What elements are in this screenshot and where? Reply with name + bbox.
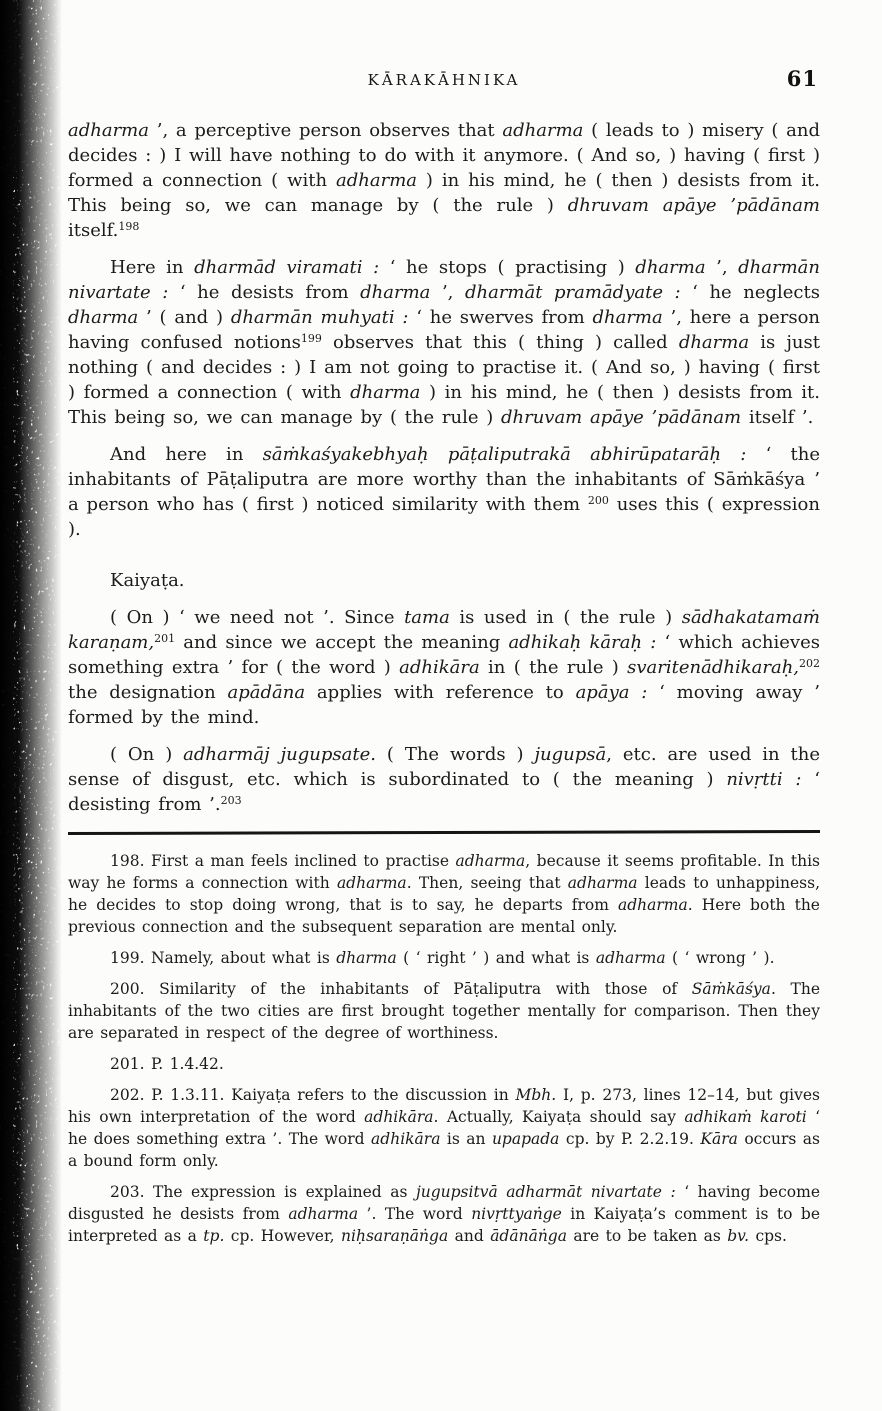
text-run: dharmāt pramādyate : bbox=[464, 282, 681, 303]
text-run: ‘ he neglects bbox=[680, 282, 820, 303]
text-run: upapada bbox=[491, 1130, 560, 1148]
text-run: ( leads to ) misery ( and decides : ) I will have nothing to do with it anymore. ( And so, ) having ( first ) formed a connection ( with bbox=[68, 120, 820, 191]
footnote-ref: 200 bbox=[587, 494, 609, 507]
footnote-separator bbox=[68, 830, 820, 835]
text-run: And here in bbox=[110, 444, 263, 465]
text-run: ’, a perceptive person observes that bbox=[148, 120, 503, 141]
text-run: adharma bbox=[502, 120, 584, 141]
text-run: cps. bbox=[749, 1227, 787, 1245]
paragraph bbox=[68, 605, 820, 730]
text-run: dharmān nivartate : bbox=[68, 257, 820, 303]
text-run: 200. Similarity of the inhabitants of Pāṭaliputra with those of bbox=[110, 980, 692, 998]
text-run: . The inhabitants of the two cities are first brought together mentally for comparison. Then they are separated in respect of the degree of worthiness. bbox=[68, 980, 820, 1042]
text-run: tp. bbox=[203, 1227, 225, 1245]
footnote-ref: 201 bbox=[154, 632, 176, 645]
paragraph bbox=[68, 442, 820, 542]
footnote-ref: 198 bbox=[118, 220, 140, 233]
text-run: niḥsaraṇāṅga bbox=[341, 1227, 449, 1245]
paragraph bbox=[68, 978, 820, 1044]
text-run: ‘ desisting from ’. bbox=[68, 769, 820, 815]
text-run: nivṛtti : bbox=[726, 769, 802, 790]
text-run: , etc. are used in the sense of disgust, etc. which is subordinated to ( the meaning ) bbox=[68, 744, 820, 790]
text-run: Mbh. bbox=[515, 1086, 557, 1104]
footnote-ref: 202 bbox=[799, 657, 821, 670]
text-run: ) in his mind, he ( then ) desists from it. This being so, we can manage by ( the rule ) bbox=[68, 382, 821, 428]
text-run: 198. First a man feels inclined to practise bbox=[110, 852, 456, 870]
text-run: itself ’. bbox=[741, 407, 814, 428]
paragraph bbox=[68, 1084, 820, 1172]
paragraph bbox=[68, 742, 820, 817]
text-run: . Here both the previous connection and the subsequent separation are mental only. bbox=[68, 896, 820, 936]
text-run: dharma bbox=[68, 307, 139, 328]
text-run: dharma bbox=[350, 382, 421, 403]
paragraph bbox=[68, 947, 820, 969]
text-run: ādānāṅga bbox=[490, 1227, 567, 1245]
text-run: itself. bbox=[68, 220, 119, 241]
text-run: apādāna bbox=[227, 682, 306, 703]
text-run: adharma bbox=[336, 874, 407, 892]
text-run: adharmāj jugupsate. bbox=[183, 744, 376, 765]
text-run: is an bbox=[440, 1130, 492, 1148]
text-run: ‘ he desists from bbox=[168, 282, 361, 303]
paragraph bbox=[68, 255, 820, 430]
text-run: nivṛttyaṅge bbox=[471, 1205, 562, 1223]
text-run: apāya : bbox=[575, 682, 648, 703]
section-heading: Kaiyaṭa. bbox=[110, 570, 185, 591]
text-run: svaritenādhikaraḥ, bbox=[627, 657, 800, 678]
paragraph bbox=[68, 850, 820, 938]
running-header bbox=[68, 66, 820, 100]
text-run: 201. P. 1.4.42. bbox=[110, 1055, 224, 1073]
text-run: ‘ he stops ( practising ) bbox=[379, 257, 636, 278]
text-run: adhikāra bbox=[371, 1130, 441, 1148]
text-run: the designation bbox=[68, 682, 228, 703]
text-run: ( The words ) bbox=[375, 744, 535, 765]
text-run: 199. Namely, about what is bbox=[110, 949, 337, 967]
text-run: , because it seems profitable. In this way he forms a connection with bbox=[68, 852, 820, 892]
text-run: ‘ he swerves from bbox=[408, 307, 593, 328]
text-run: dhruvam apāye ’pādānam bbox=[567, 195, 820, 216]
text-run: dharma bbox=[360, 282, 431, 303]
footnotes bbox=[68, 850, 820, 1247]
text-run: ‘ having become disgusted he desists from bbox=[68, 1183, 820, 1223]
paragraph bbox=[68, 1181, 820, 1247]
paragraph bbox=[68, 118, 820, 243]
text-run: adharma bbox=[336, 170, 417, 191]
text-run: ’ ( and ) bbox=[138, 307, 231, 328]
binding-noise-graphic bbox=[0, 0, 62, 1411]
text-run: I, p. 273, lines 12–14, but gives his own interpretation of the word bbox=[68, 1086, 820, 1126]
text-run: tama bbox=[404, 607, 450, 628]
main-text bbox=[68, 118, 820, 542]
text-run: ’, bbox=[705, 257, 739, 278]
text-run: cp. by P. 2.2.19. bbox=[559, 1130, 701, 1148]
text-run: Sāṁkāśya bbox=[691, 980, 771, 998]
text-run: . Actually, Kaiyaṭa should say bbox=[433, 1108, 685, 1126]
text-run: adharma bbox=[455, 852, 526, 870]
text-run: 203. The expression is explained as bbox=[110, 1183, 416, 1201]
text-run: 202. P. 1.3.11. Kaiyaṭa refers to the discussion in bbox=[110, 1086, 516, 1104]
text-run: and since we accept the meaning bbox=[175, 632, 509, 653]
text-run: ( On ) ‘ we need not ’. Since bbox=[110, 607, 405, 628]
chapter-title: KĀRAKĀHNIKA bbox=[367, 71, 521, 89]
text-run: ’. The word bbox=[358, 1205, 472, 1223]
text-run: ( ‘ right ’ ) and what is bbox=[396, 949, 596, 967]
text-run: sāṁkaśyakebhyaḥ pāṭaliputrakā abhirūpatarāḥ : bbox=[262, 444, 747, 465]
text-run: dharmān muhyati : bbox=[230, 307, 409, 328]
text-run: ( ‘ wrong ’ ). bbox=[665, 949, 775, 967]
text-run: jugupsā bbox=[534, 744, 607, 765]
text-run: ‘ the inhabitants of Pāṭaliputra are more worthy than the inhabitants of Sāṁkāśya ’ a person who has ( first ) noticed similarity with them bbox=[68, 444, 820, 515]
text-run: dharma bbox=[678, 332, 750, 353]
paragraph bbox=[68, 1053, 820, 1075]
text-run: ’, bbox=[430, 282, 465, 303]
text-run: adharma bbox=[288, 1205, 359, 1223]
text-run: is used in ( the rule ) bbox=[449, 607, 682, 628]
text-run: Kāra bbox=[700, 1130, 738, 1148]
scan-binding-edge bbox=[0, 0, 62, 1411]
text-run: adhikāra bbox=[399, 657, 480, 678]
text-run: in Kaiyaṭa’s comment is to be interpreted as a bbox=[68, 1205, 820, 1245]
text-run: is just nothing ( and decides : ) I am not going to practise it. ( And so, ) having ( first ) formed a connection ( with bbox=[68, 332, 820, 403]
text-run: leads to unhappiness, he decides to stop doing wrong, that is to say, he departs from bbox=[68, 874, 821, 914]
text-run: dharma bbox=[635, 257, 706, 278]
text-run: adharma bbox=[68, 120, 149, 141]
text-run: occurs as a bound form only. bbox=[68, 1130, 821, 1170]
text-run: adhikaḥ kāraḥ : bbox=[508, 632, 657, 653]
text-run: Here in bbox=[110, 257, 195, 278]
text-run: and bbox=[448, 1227, 491, 1245]
text-run: ) in his mind, he ( then ) desists from it. This being so, we can manage by ( the rule ) bbox=[68, 170, 820, 216]
text-run: cp. However, bbox=[224, 1227, 342, 1245]
text-run: adhikaṁ karoti bbox=[684, 1108, 807, 1126]
text-run: in ( the rule ) bbox=[479, 657, 628, 678]
text-run: dhruvam apāye ’pādānam bbox=[500, 407, 742, 428]
text-run: adharma bbox=[595, 949, 666, 967]
text-run: sādhakatamaṁ karaṇam, bbox=[68, 607, 820, 653]
text-run: dharma bbox=[336, 949, 397, 967]
text-run: are to be taken as bbox=[566, 1227, 728, 1245]
text-run: . Then, seeing that bbox=[406, 874, 568, 892]
text-run: adharma bbox=[567, 874, 638, 892]
text-run: uses this ( expression ). bbox=[68, 494, 820, 540]
text-run: ‘ he does something extra ’. The word bbox=[68, 1108, 821, 1148]
page-number: 61 bbox=[786, 66, 818, 91]
text-run: jugupsitvā adharmāt nivartate : bbox=[415, 1183, 676, 1201]
text-run: ‘ moving away ’ formed by the mind. bbox=[68, 682, 821, 728]
commentary-text bbox=[68, 605, 820, 817]
text-run: adhikāra bbox=[364, 1108, 434, 1126]
text-run: ’, here a person having confused notions bbox=[68, 307, 820, 353]
text-run: dharma bbox=[592, 307, 663, 328]
text-run: observes that this ( thing ) called bbox=[321, 332, 679, 353]
footnote-ref: 199 bbox=[300, 332, 322, 345]
text-run: applies with reference to bbox=[305, 682, 576, 703]
text-run: ( On ) bbox=[110, 744, 184, 765]
footnote-ref: 203 bbox=[220, 794, 242, 807]
text-run: dharmād viramati : bbox=[194, 257, 380, 278]
text-run: bv. bbox=[727, 1227, 750, 1245]
text-run: ‘ which achieves something extra ’ for ( the word ) bbox=[68, 632, 820, 678]
page-content bbox=[68, 66, 821, 1256]
text-run: adharma bbox=[617, 896, 688, 914]
